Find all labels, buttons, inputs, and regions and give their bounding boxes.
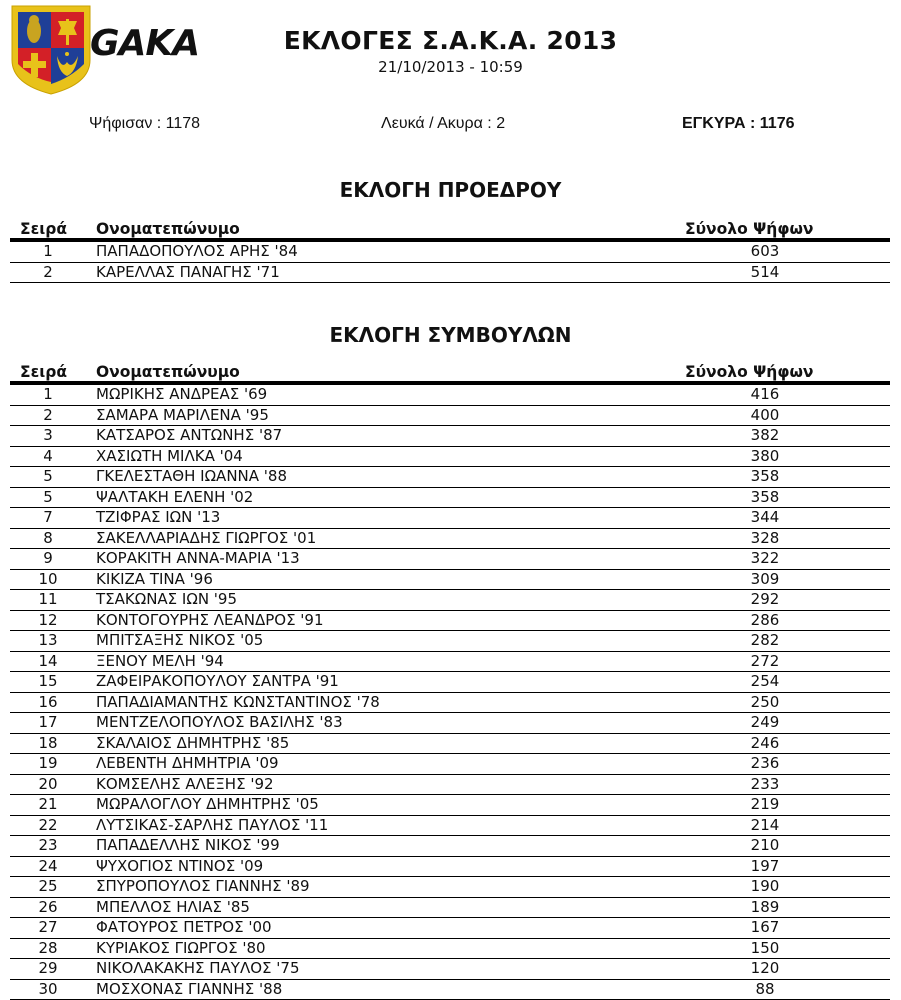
rank-cell: 29 xyxy=(10,959,86,980)
table-row xyxy=(10,262,890,283)
votes-cell: 282 xyxy=(685,631,890,652)
table-row xyxy=(10,815,890,836)
votes-cell: 309 xyxy=(685,569,890,590)
name-cell: ΠΑΠΑΔΕΛΛΗΣ ΝΙΚΟΣ '99 xyxy=(86,836,685,857)
rank-cell: 11 xyxy=(10,590,86,611)
name-cell: ΠΑΠΑΔΙΑΜΑΝΤΗΣ ΚΩΝΣΤΑΝΤΙΝΟΣ '78 xyxy=(86,692,685,713)
name-cell: ΣΠΥΡΟΠΟΥΛΟΣ ΓΙΑΝΝΗΣ '89 xyxy=(86,877,685,898)
stat-valid: ΕΓΚΥΡΑ : 1176 xyxy=(682,115,795,132)
table-row xyxy=(10,446,890,467)
rank-cell: 2 xyxy=(10,405,86,426)
stat-voted: Ψήφισαν : 1178 xyxy=(89,115,201,132)
name-cell: ΜΟΣΧΟΝΑΣ ΓΙΑΝΝΗΣ '88 xyxy=(86,979,685,1000)
votes-cell: 219 xyxy=(685,795,890,816)
name-cell: ΚΑΡΕΛΛΑΣ ΠΑΝΑΓΗΣ '71 xyxy=(86,262,685,283)
table-row xyxy=(10,856,890,877)
rank-cell: 12 xyxy=(10,610,86,631)
president-section-title: ΕΚΛΟΓΗ ΠΡΟΕΔΡΟΥ xyxy=(339,178,562,202)
column-header-votes: Σύνολο Ψήφων xyxy=(685,361,890,383)
name-cell: ΚΥΡΙΑΚΟΣ ΓΙΩΡΓΟΣ '80 xyxy=(86,938,685,959)
table-row xyxy=(10,651,890,672)
name-cell: ΚΟΡΑΚΙΤΗ ΑΝΝΑ-ΜΑΡΙΑ '13 xyxy=(86,549,685,570)
rank-cell: 22 xyxy=(10,815,86,836)
name-cell: ΜΠΙΤΣΑΞΗΣ ΝΙΚΟΣ '05 xyxy=(86,631,685,652)
rank-cell: 1 xyxy=(10,383,86,405)
votes-cell: 190 xyxy=(685,877,890,898)
council-results-table xyxy=(10,361,890,1000)
svg-text:GAKA: GAKA xyxy=(90,24,200,60)
rank-cell: 5 xyxy=(10,467,86,488)
rank-cell: 24 xyxy=(10,856,86,877)
name-cell: ΦΑΤΟΥΡΟΣ ΠΕΤΡΟΣ '00 xyxy=(86,918,685,939)
votes-cell: 236 xyxy=(685,754,890,775)
name-cell: ΣΑΚΕΛΛΑΡΙΑΔΗΣ ΓΙΩΡΓΟΣ '01 xyxy=(86,528,685,549)
table-row xyxy=(10,487,890,508)
rank-cell: 16 xyxy=(10,692,86,713)
table-row xyxy=(10,836,890,857)
rank-cell: 20 xyxy=(10,774,86,795)
rank-cell: 18 xyxy=(10,733,86,754)
name-cell: ΞΕΝΟΥ ΜΕΛΗ '94 xyxy=(86,651,685,672)
votes-cell: 603 xyxy=(685,240,890,262)
table-row xyxy=(10,692,890,713)
name-cell: ΠΑΠΑΔΟΠΟΥΛΟΣ ΑΡΗΣ '84 xyxy=(86,240,685,262)
rank-cell: 19 xyxy=(10,754,86,775)
council-section-title: ΕΚΛΟΓΗ ΣΥΜΒΟΥΛΩΝ xyxy=(329,323,572,347)
votes-cell: 328 xyxy=(685,528,890,549)
table-row xyxy=(10,467,890,488)
table-row xyxy=(10,631,890,652)
votes-cell: 514 xyxy=(685,262,890,283)
name-cell: ΖΑΦΕΙΡΑΚΟΠΟΥΛΟΥ ΣΑΝΤΡΑ '91 xyxy=(86,672,685,693)
table-header-row xyxy=(10,361,890,383)
name-cell: ΜΠΕΛΛΟΣ ΗΛΙΑΣ '85 xyxy=(86,897,685,918)
table-row xyxy=(10,918,890,939)
rank-cell: 15 xyxy=(10,672,86,693)
table-row xyxy=(10,877,890,898)
votes-cell: 88 xyxy=(685,979,890,1000)
votes-cell: 400 xyxy=(685,405,890,426)
table-row xyxy=(10,383,890,405)
table-row xyxy=(10,897,890,918)
table-row xyxy=(10,938,890,959)
votes-cell: 254 xyxy=(685,672,890,693)
name-cell: ΓΚΕΛΕΣΤΑΘΗ ΙΩΑΝΝΑ '88 xyxy=(86,467,685,488)
rank-cell: 28 xyxy=(10,938,86,959)
rank-cell: 5 xyxy=(10,487,86,508)
council-table-body xyxy=(10,383,890,1000)
votes-cell: 322 xyxy=(685,549,890,570)
table-row xyxy=(10,590,890,611)
rank-cell: 27 xyxy=(10,918,86,939)
table-row xyxy=(10,774,890,795)
table-row xyxy=(10,508,890,529)
name-cell: ΚΟΜΣΕΛΗΣ ΑΛΕΞΗΣ '92 xyxy=(86,774,685,795)
title-text: ΕΚΛΟΓΕΣ Σ.Α.Κ.Α. 2013 xyxy=(283,26,618,55)
name-cell: ΜΩΡΙΚΗΣ ΑΝΔΡΕΑΣ '69 xyxy=(86,383,685,405)
table-row xyxy=(10,733,890,754)
votes-cell: 250 xyxy=(685,692,890,713)
column-header-votes: Σύνολο Ψήφων xyxy=(685,218,890,240)
table-header-row xyxy=(10,218,890,240)
name-cell: ΛΥΤΣΙΚΑΣ-ΣΑΡΛΗΣ ΠΑΥΛΟΣ '11 xyxy=(86,815,685,836)
votes-cell: 416 xyxy=(685,383,890,405)
table-row xyxy=(10,672,890,693)
votes-cell: 233 xyxy=(685,774,890,795)
table-row xyxy=(10,795,890,816)
rank-cell: 10 xyxy=(10,569,86,590)
rank-cell: 30 xyxy=(10,979,86,1000)
name-cell: ΧΑΣΙΩΤΗ ΜΙΛΚΑ '04 xyxy=(86,446,685,467)
column-header-rank: Σειρά xyxy=(10,361,86,383)
rank-cell: 1 xyxy=(10,240,86,262)
rank-cell: 26 xyxy=(10,897,86,918)
votes-cell: 120 xyxy=(685,959,890,980)
votes-cell: 249 xyxy=(685,713,890,734)
name-cell: ΣΑΜΑΡΑ ΜΑΡΙΛΕΝΑ '95 xyxy=(86,405,685,426)
votes-cell: 382 xyxy=(685,426,890,447)
rank-cell: 9 xyxy=(10,549,86,570)
votes-cell: 150 xyxy=(685,938,890,959)
table-row xyxy=(10,610,890,631)
votes-cell: 214 xyxy=(685,815,890,836)
votes-cell: 358 xyxy=(685,487,890,508)
votes-cell: 358 xyxy=(685,467,890,488)
votes-cell: 210 xyxy=(685,836,890,857)
name-cell: ΛΕΒΕΝΤΗ ΔΗΜΗΤΡΙΑ '09 xyxy=(86,754,685,775)
votes-cell: 272 xyxy=(685,651,890,672)
president-table-body xyxy=(10,240,890,283)
stat-blank-invalid: Λευκά / Ακυρα : 2 xyxy=(381,115,506,132)
name-cell: ΤΖΙΦΡΑΣ ΙΩΝ '13 xyxy=(86,508,685,529)
name-cell: ΨΑΛΤΑΚΗ ΕΛΕΝΗ '02 xyxy=(86,487,685,508)
table-row xyxy=(10,569,890,590)
votes-cell: 292 xyxy=(685,590,890,611)
rank-cell: 21 xyxy=(10,795,86,816)
rank-cell: 13 xyxy=(10,631,86,652)
column-header-name: Ονοματεπώνυμο xyxy=(86,361,685,383)
name-cell: ΚΟΝΤΟΓΟΥΡΗΣ ΛΕΑΝΔΡΟΣ '91 xyxy=(86,610,685,631)
table-row xyxy=(10,713,890,734)
rank-cell: 8 xyxy=(10,528,86,549)
table-row xyxy=(10,549,890,570)
rank-cell: 14 xyxy=(10,651,86,672)
table-row xyxy=(10,979,890,1000)
name-cell: ΜΩΡΑΛΟΓΛΟΥ ΔΗΜΗΤΡΗΣ '05 xyxy=(86,795,685,816)
rank-cell: 2 xyxy=(10,262,86,283)
table-row xyxy=(10,528,890,549)
rank-cell: 25 xyxy=(10,877,86,898)
table-row xyxy=(10,426,890,447)
name-cell: ΤΣΑΚΩΝΑΣ ΙΩΝ '95 xyxy=(86,590,685,611)
column-header-rank: Σειρά xyxy=(10,218,86,240)
votes-cell: 246 xyxy=(685,733,890,754)
name-cell: ΚΙΚΙΖΑ ΤΙΝΑ '96 xyxy=(86,569,685,590)
votes-cell: 197 xyxy=(685,856,890,877)
table-row xyxy=(10,405,890,426)
column-header-name: Ονοματεπώνυμο xyxy=(86,218,685,240)
votes-cell: 189 xyxy=(685,897,890,918)
name-cell: ΚΑΤΣΑΡΟΣ ΑΝΤΩΝΗΣ '87 xyxy=(86,426,685,447)
page-title xyxy=(0,26,901,55)
name-cell: ΝΙΚΟΛΑΚΑΚΗΣ ΠΑΥΛΟΣ '75 xyxy=(86,959,685,980)
votes-cell: 380 xyxy=(685,446,890,467)
rank-cell: 3 xyxy=(10,426,86,447)
rank-cell: 7 xyxy=(10,508,86,529)
president-results-table xyxy=(10,218,890,283)
name-cell: ΨΥΧΟΓΙΟΣ ΝΤΙΝΟΣ '09 xyxy=(86,856,685,877)
name-cell: ΜΕΝΤΖΕΛΟΠΟΥΛΟΣ ΒΑΣΙΛΗΣ '83 xyxy=(86,713,685,734)
report-datetime: 21/10/2013 - 10:59 xyxy=(378,58,523,76)
table-row xyxy=(10,240,890,262)
rank-cell: 4 xyxy=(10,446,86,467)
name-cell: ΣΚΑΛΑΙΟΣ ΔΗΜΗΤΡΗΣ '85 xyxy=(86,733,685,754)
rank-cell: 23 xyxy=(10,836,86,857)
rank-cell: 17 xyxy=(10,713,86,734)
votes-cell: 286 xyxy=(685,610,890,631)
votes-cell: 344 xyxy=(685,508,890,529)
table-row xyxy=(10,959,890,980)
table-row xyxy=(10,754,890,775)
votes-cell: 167 xyxy=(685,918,890,939)
